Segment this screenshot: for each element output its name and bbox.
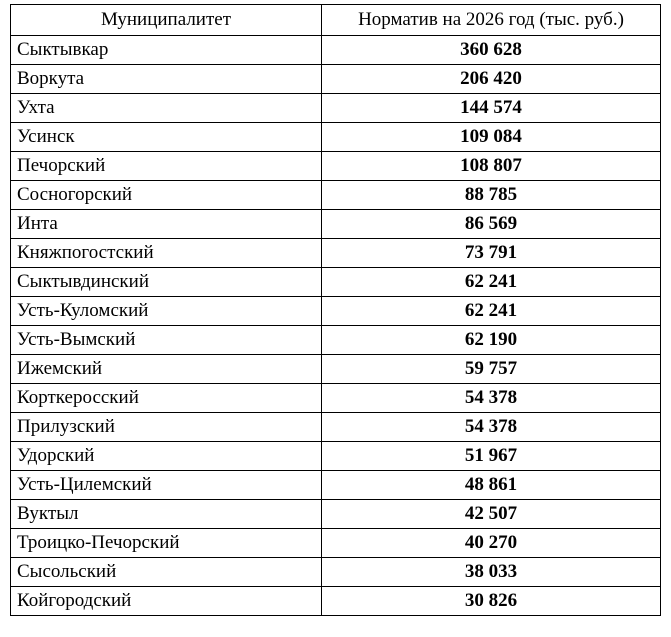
table-row (11, 442, 661, 471)
municipality-name: Инта (11, 210, 322, 239)
municipality-name: Усть-Куломский (11, 297, 322, 326)
table-row (11, 355, 661, 384)
table-row (11, 36, 661, 65)
municipality-name: Койгородский (11, 587, 322, 616)
municipality-name: Удорский (11, 442, 322, 471)
norm-value: 62 241 (322, 297, 661, 326)
norm-value: 30 826 (322, 587, 661, 616)
table-row (11, 123, 661, 152)
municipality-name: Усть-Цилемский (11, 471, 322, 500)
norm-value: 54 378 (322, 384, 661, 413)
table-row (11, 268, 661, 297)
municipality-name: Троицко-Печорский (11, 529, 322, 558)
municipality-name: Вуктыл (11, 500, 322, 529)
table-row (11, 210, 661, 239)
table-row (11, 65, 661, 94)
norm-value: 54 378 (322, 413, 661, 442)
table-row (11, 384, 661, 413)
municipality-name: Корткеросский (11, 384, 322, 413)
table-row (11, 152, 661, 181)
municipality-name: Сосногорский (11, 181, 322, 210)
norm-value: 88 785 (322, 181, 661, 210)
municipality-name: Ижемский (11, 355, 322, 384)
table-row (11, 471, 661, 500)
municipality-name: Печорский (11, 152, 322, 181)
norm-value: 48 861 (322, 471, 661, 500)
table-body (11, 36, 661, 616)
norm-value: 86 569 (322, 210, 661, 239)
municipality-name: Сыктывдинский (11, 268, 322, 297)
municipality-name: Ухта (11, 94, 322, 123)
table-row (11, 587, 661, 616)
table-row (11, 297, 661, 326)
municipality-name: Прилузский (11, 413, 322, 442)
norm-value: 109 084 (322, 123, 661, 152)
table-row (11, 413, 661, 442)
municipality-name: Сыктывкар (11, 36, 322, 65)
column-header-municipality: Муниципалитет (11, 5, 322, 36)
norm-value: 51 967 (322, 442, 661, 471)
table-header-row (11, 5, 661, 36)
norm-value: 108 807 (322, 152, 661, 181)
table-row (11, 529, 661, 558)
municipality-name: Княжпогостский (11, 239, 322, 268)
table-row (11, 94, 661, 123)
table-row (11, 239, 661, 268)
norm-value: 73 791 (322, 239, 661, 268)
table-row (11, 558, 661, 587)
norm-table (10, 4, 661, 616)
norm-value: 62 241 (322, 268, 661, 297)
norm-value: 42 507 (322, 500, 661, 529)
column-header-norm: Норматив на 2026 год (тыс. руб.) (322, 5, 661, 36)
norm-value: 38 033 (322, 558, 661, 587)
norm-value: 59 757 (322, 355, 661, 384)
norm-table-container (10, 4, 661, 616)
municipality-name: Воркута (11, 65, 322, 94)
municipality-name: Усть-Вымский (11, 326, 322, 355)
table-row (11, 181, 661, 210)
norm-value: 62 190 (322, 326, 661, 355)
norm-value: 40 270 (322, 529, 661, 558)
norm-value: 144 574 (322, 94, 661, 123)
table-row (11, 500, 661, 529)
municipality-name: Усинск (11, 123, 322, 152)
norm-value: 360 628 (322, 36, 661, 65)
norm-value: 206 420 (322, 65, 661, 94)
table-row (11, 326, 661, 355)
municipality-name: Сысольский (11, 558, 322, 587)
